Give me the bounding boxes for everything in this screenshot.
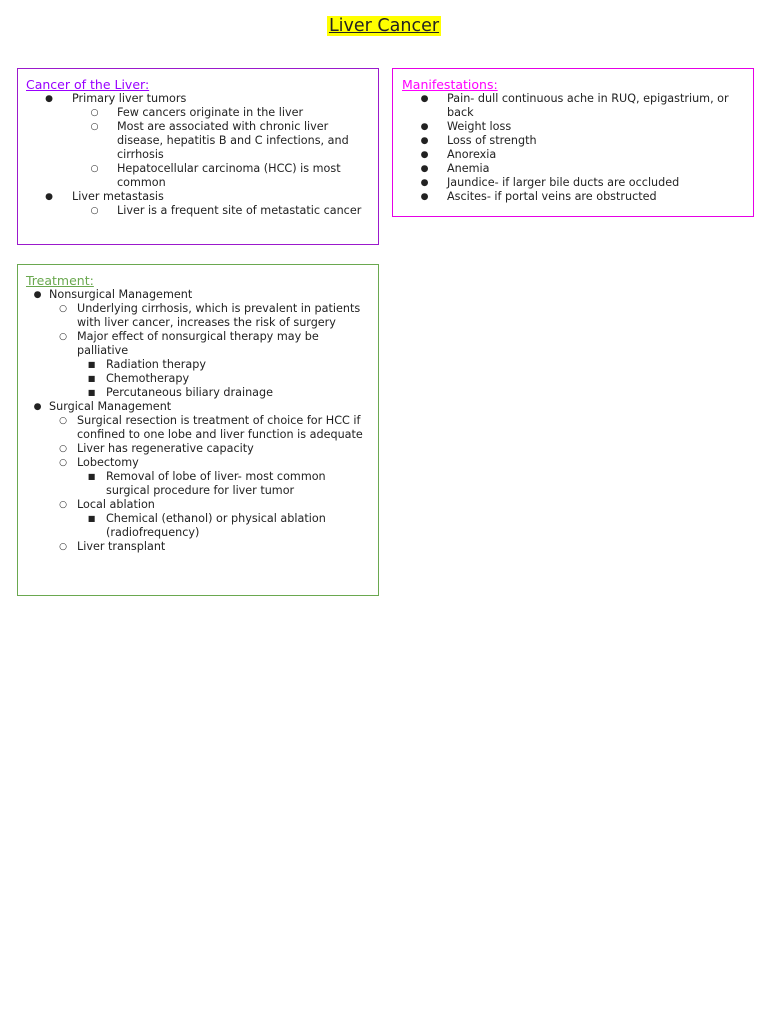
list-item (26, 470, 368, 498)
hollow-circle-bullet-icon: ○ (90, 206, 99, 216)
list-item (402, 92, 745, 120)
filled-bullet-icon: ● (420, 192, 429, 202)
list-item (26, 204, 368, 218)
list-item-text: Chemical (ethanol) or physical ablation (radiofrequency) (106, 512, 326, 539)
list-item-text: Underlying cirrhosis, which is prevalent in patients with liver cancer, increases the risk of surgery (77, 302, 361, 329)
list-item-text: Radiation therapy (106, 358, 206, 371)
filled-square-bullet-icon: ■ (87, 360, 96, 369)
filled-bullet-icon: ● (33, 290, 42, 300)
filled-bullet-icon: ● (420, 164, 429, 174)
list-item-text: Loss of strength (447, 134, 537, 147)
hollow-circle-bullet-icon: ○ (59, 500, 67, 510)
list-item-text: Surgical Management (49, 400, 172, 413)
list-item (402, 120, 745, 134)
list-item (26, 358, 368, 372)
list-item (402, 162, 745, 176)
filled-square-bullet-icon: ■ (87, 388, 96, 397)
list-item (26, 120, 368, 162)
hollow-circle-bullet-icon: ○ (59, 416, 67, 426)
section-heading: Treatment: (26, 273, 94, 288)
list-item-text: Lobectomy (77, 456, 139, 469)
list-item (26, 288, 368, 400)
list-item-text: Hepatocellular carcinoma (HCC) is most common (117, 162, 341, 189)
hollow-circle-bullet-icon: ○ (90, 122, 99, 132)
list-item (26, 386, 368, 400)
hollow-circle-bullet-icon: ○ (90, 108, 99, 118)
page-title (0, 14, 768, 38)
bullet-list (402, 92, 745, 204)
list-item-text: Anorexia (447, 148, 497, 161)
nested-list (26, 358, 368, 400)
list-item (26, 162, 368, 190)
list-item-text: Few cancers originate in the liver (117, 106, 304, 119)
list-item-text: Liver transplant (77, 540, 166, 553)
filled-bullet-icon: ● (420, 122, 429, 132)
filled-bullet-icon: ● (420, 150, 429, 160)
list-item-text: Surgical resection is treatment of choice for HCC if confined to one lobe and liver function is adequate (77, 414, 363, 441)
hollow-circle-bullet-icon: ○ (90, 164, 99, 174)
list-item-text: Primary liver tumors (72, 92, 187, 105)
list-item-text: Percutaneous biliary drainage (106, 386, 274, 399)
hollow-circle-bullet-icon: ○ (59, 332, 67, 342)
nested-list (26, 106, 368, 190)
list-item (26, 442, 368, 456)
nested-list (26, 512, 368, 540)
filled-bullet-icon: ● (33, 402, 42, 412)
list-item-text: Jaundice- if larger bile ducts are occluded (447, 176, 680, 189)
list-item (402, 134, 745, 148)
list-item-text: Weight loss (447, 120, 512, 133)
list-item-text: Most are associated with chronic liver disease, hepatitis B and C infections, and cirrhosis (117, 120, 349, 161)
list-item (26, 92, 368, 190)
list-item (26, 400, 368, 554)
list-item-text: Major effect of nonsurgical therapy may be palliative (77, 330, 319, 357)
hollow-circle-bullet-icon: ○ (59, 304, 67, 314)
section-heading: Manifestations: (402, 77, 498, 92)
list-item (26, 330, 368, 400)
list-item (402, 148, 745, 162)
list-item-text: Liver has regenerative capacity (77, 442, 254, 455)
hollow-circle-bullet-icon: ○ (59, 444, 67, 454)
filled-square-bullet-icon: ■ (87, 374, 96, 383)
list-item-text: Liver is a frequent site of metastatic cancer (117, 204, 362, 217)
filled-bullet-icon: ● (45, 192, 53, 202)
list-item-text: Removal of lobe of liver- most common surgical procedure for liver tumor (106, 470, 326, 497)
list-item-text: Local ablation (77, 498, 155, 511)
hollow-circle-bullet-icon: ○ (59, 542, 67, 552)
filled-bullet-icon: ● (45, 94, 53, 104)
list-item-text: Pain- dull continuous ache in RUQ, epigastrium, or back (447, 92, 729, 119)
bullet-list (26, 288, 368, 554)
page-title-text: Liver Cancer (328, 16, 440, 36)
hollow-circle-bullet-icon: ○ (59, 458, 67, 468)
list-item-text: Chemotherapy (106, 372, 190, 385)
filled-bullet-icon: ● (420, 178, 429, 188)
filled-bullet-icon: ● (420, 94, 429, 104)
list-item-text: Ascites- if portal veins are obstructed (447, 190, 657, 203)
list-item (26, 372, 368, 386)
list-item-text: Nonsurgical Management (49, 288, 193, 301)
list-item (26, 456, 368, 498)
list-item (26, 302, 368, 330)
nested-list (26, 302, 368, 400)
list-item (402, 176, 745, 190)
list-item (26, 512, 368, 540)
list-item (26, 414, 368, 442)
list-item (26, 106, 368, 120)
filled-square-bullet-icon: ■ (87, 514, 96, 523)
list-item-text: Anemia (447, 162, 490, 175)
cancer-of-the-liver-section (17, 68, 379, 245)
nested-list (26, 470, 368, 498)
manifestations-section (392, 68, 754, 217)
list-item (402, 190, 745, 204)
list-item-text: Liver metastasis (72, 190, 164, 203)
list-item (26, 190, 368, 218)
nested-list (26, 204, 368, 218)
filled-bullet-icon: ● (420, 136, 429, 146)
treatment-section (17, 264, 379, 596)
bullet-list (26, 92, 368, 218)
nested-list (26, 414, 368, 554)
list-item (26, 540, 368, 554)
section-heading: Cancer of the Liver: (26, 77, 150, 92)
filled-square-bullet-icon: ■ (87, 472, 96, 481)
list-item (26, 498, 368, 540)
